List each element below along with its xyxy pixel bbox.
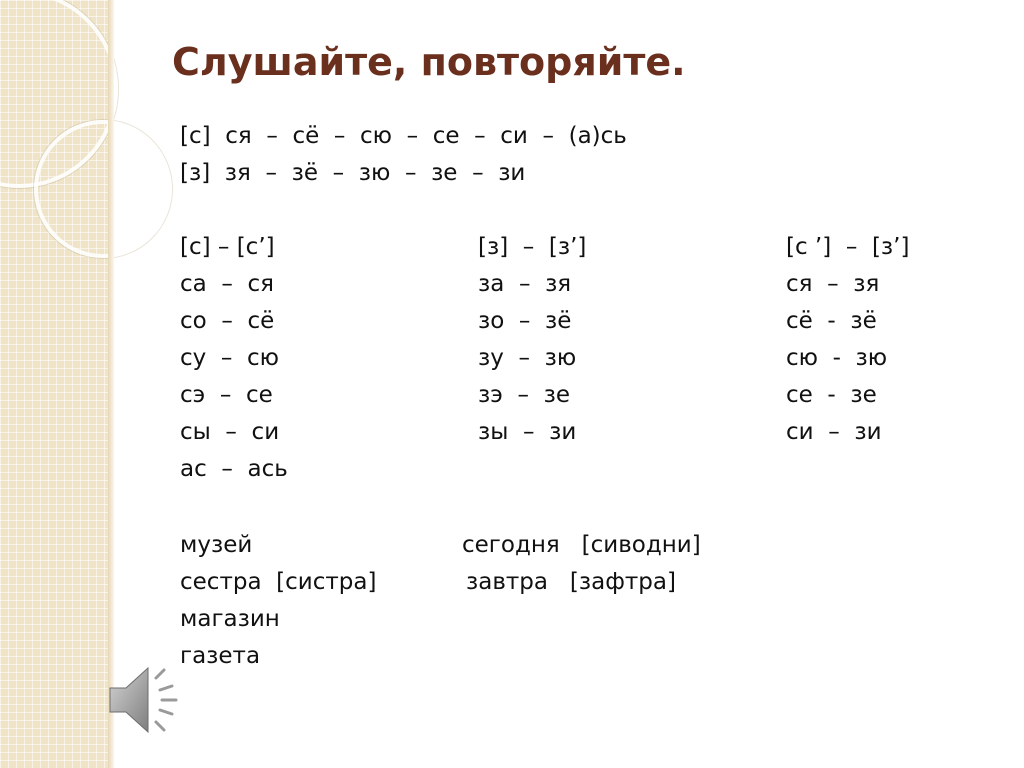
word-item: сегодня [сиводни] — [462, 532, 701, 558]
col3-row: ся – зя — [786, 271, 880, 297]
col2-row: зэ – зе — [478, 382, 570, 408]
col1-row: су – сю — [180, 345, 280, 371]
intro-line-s: [с] ся – сё – сю – се – си – (а)сь — [180, 123, 627, 149]
col1-row: ас – ась — [180, 456, 288, 482]
col1-row: са – ся — [180, 271, 274, 297]
decorative-ring — [34, 120, 172, 258]
col1-row: сэ – се — [180, 382, 273, 408]
word-item: газета — [180, 643, 261, 669]
word-item: музей — [180, 532, 253, 558]
decorative-side-band — [0, 0, 108, 768]
intro-line-z: [з] зя – зё – зю – зе – зи — [180, 160, 526, 186]
col1-row: сы – си — [180, 419, 280, 445]
col3-row: се - зе — [786, 382, 877, 408]
word-item: магазин — [180, 606, 280, 632]
col2-row: зо – зё — [478, 308, 572, 334]
col3-row: сё - зё — [786, 308, 877, 334]
col1-header: [с] – [с’] — [180, 234, 275, 260]
word-item: сестра [систра] — [180, 569, 377, 595]
col3-row: сю - зю — [786, 345, 888, 371]
col2-header: [з] – [з’] — [478, 234, 587, 260]
col2-row: за – зя — [478, 271, 572, 297]
col1-row: со – сё — [180, 308, 275, 334]
slide-title: Слушайте, повторяйте. — [172, 40, 686, 84]
word-item: завтра [зафтра] — [466, 569, 676, 595]
band-edge — [108, 0, 114, 768]
col2-row: зу – зю — [478, 345, 577, 371]
col3-row: си – зи — [786, 419, 882, 445]
col3-header: [с ’] – [з’] — [786, 234, 910, 260]
col2-row: зы – зи — [478, 419, 577, 445]
speaker-icon[interactable] — [102, 662, 182, 738]
